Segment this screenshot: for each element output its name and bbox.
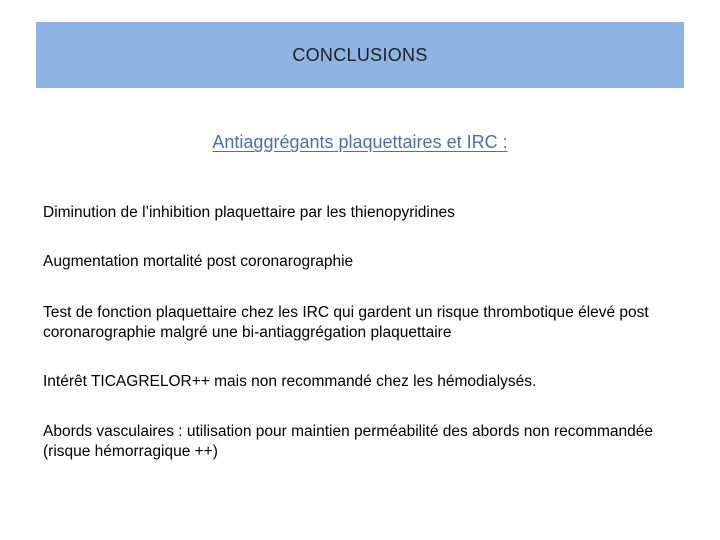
conclusion-item-4: Intérêt TICAGRELOR++ mais non recommandé chez les hémodialysés. bbox=[43, 373, 537, 390]
conclusion-item-2: Augmentation mortalité post coronarographie bbox=[43, 253, 354, 270]
conclusion-item-1: Diminution de l’inhibition plaquettaire par les thienopyridines bbox=[43, 204, 455, 221]
section-subtitle: Antiaggrégants plaquettaires et IRC : bbox=[212, 132, 508, 152]
conclusion-item-3: Test de fonction plaquettaire chez les IRC qui gardent un risque thrombotique élevé post coronarographie malgré une bi-antiaggrégation plaquettaire bbox=[43, 304, 649, 341]
page-title: CONCLUSIONS bbox=[292, 44, 428, 65]
conclusion-item-5: Abords vasculaires : utilisation pour maintien perméabilité des abords non recommandée (risque hémorragique ++) bbox=[43, 423, 653, 460]
title-banner bbox=[36, 22, 684, 88]
